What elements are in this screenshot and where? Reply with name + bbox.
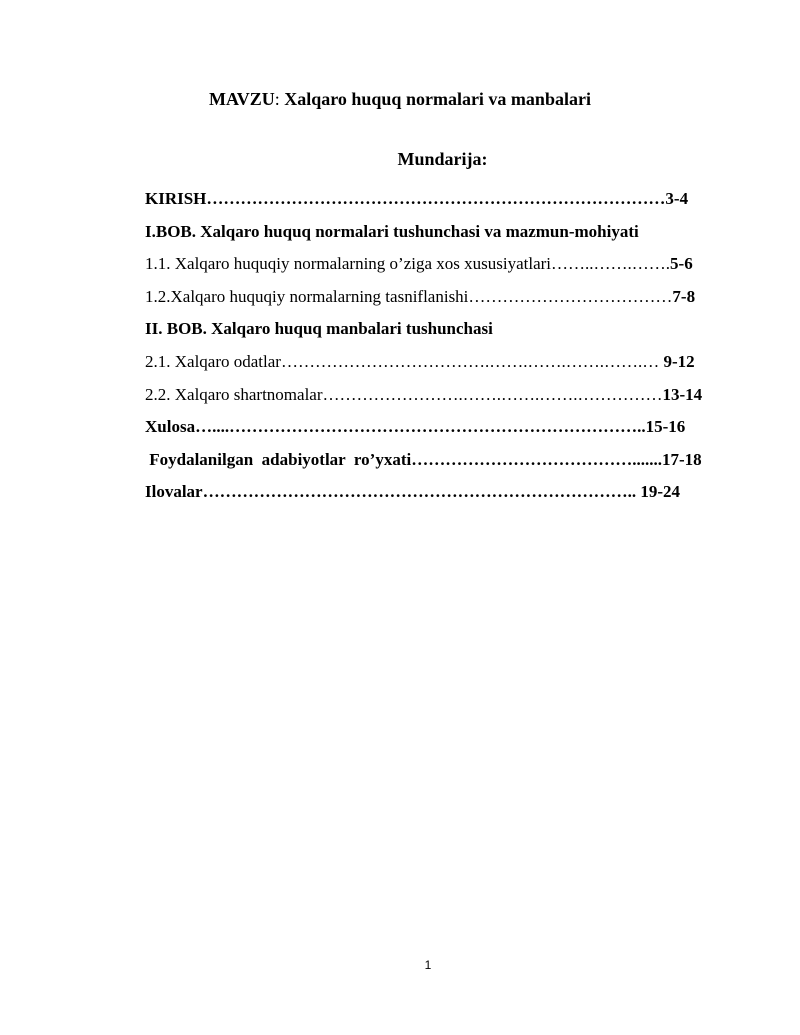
toc-item-pages: 3-4 bbox=[665, 189, 689, 208]
toc-item-pages: 13-14 bbox=[662, 384, 703, 404]
toc-item-label: Ilovalar bbox=[145, 482, 203, 502]
toc-item-label: II. BOB. Xalqaro huquq manbalari tushunchasi bbox=[145, 319, 493, 339]
title-separator: : bbox=[274, 89, 285, 109]
toc-item-label: I.BOB. Xalqaro huquq normalari tushunchasi va mazmun-mohiyati bbox=[145, 221, 639, 241]
toc-item-pages: 5-6 bbox=[670, 254, 693, 274]
toc-item-pages: 17-18 bbox=[661, 449, 702, 469]
toc-item-label: KIRISH bbox=[145, 189, 207, 208]
toc-item-label: 1.1. Xalqaro huquqiy normalarning o’ziga xos xususiyatlari bbox=[145, 254, 552, 274]
toc-item-section-2-1 bbox=[145, 351, 755, 384]
toc-item-pages: 15-16 bbox=[645, 417, 686, 437]
page-title bbox=[0, 88, 800, 110]
toc-item-dots: ……………………………………………………………………… bbox=[206, 189, 666, 208]
toc-item-label: 2.2. Xalqaro shartnomalar bbox=[145, 384, 323, 404]
page-number: 1 bbox=[424, 958, 432, 972]
toc-item-ilovalar bbox=[145, 481, 755, 514]
toc-item-section-2-2 bbox=[145, 384, 755, 417]
title-prefix: MAVZU bbox=[209, 89, 275, 109]
title-text: Xalqaro huquq normalari va manbalari bbox=[284, 89, 591, 109]
toc-item-chapter-1 bbox=[145, 221, 755, 254]
toc-item-dots: …………………………………....... bbox=[411, 449, 662, 469]
toc-item-label: Xulosa bbox=[145, 417, 196, 437]
toc-item-bibliography bbox=[145, 449, 755, 482]
toc-item-label: 2.1. Xalqaro odatlar bbox=[145, 351, 281, 371]
toc-item-dots: ……………………………….…….…….…….…….… bbox=[280, 351, 660, 371]
toc-item-section-1-2 bbox=[145, 286, 755, 319]
toc-item-xulosa bbox=[145, 416, 755, 449]
toc-item-dots: ………………………………………………………………….. bbox=[202, 482, 641, 502]
toc-item-dots: …………………….…….…….…….…………… bbox=[322, 384, 663, 404]
toc-item-dots: …....……………………………………………………………….. bbox=[195, 417, 646, 437]
table-of-contents bbox=[145, 188, 755, 514]
toc-item-pages: 7-8 bbox=[672, 286, 696, 306]
toc-item-label: Foydalanilgan adabiyotlar ro’yxati bbox=[145, 449, 412, 469]
toc-item-label: 1.2.Xalqaro huquqiy normalarning tasniflanishi bbox=[145, 286, 469, 306]
toc-item-section-1-1 bbox=[145, 253, 755, 286]
toc-item-dots: ……..…….……. bbox=[551, 254, 671, 274]
toc-item-chapter-2 bbox=[145, 318, 755, 351]
toc-item-dots: ……………………………… bbox=[468, 286, 673, 306]
toc-item-pages: 9-12 bbox=[659, 351, 695, 371]
toc-heading: Mundarija: bbox=[397, 149, 488, 169]
toc-item-pages: 19-24 bbox=[640, 482, 681, 502]
toc-item-kirish bbox=[145, 188, 755, 221]
